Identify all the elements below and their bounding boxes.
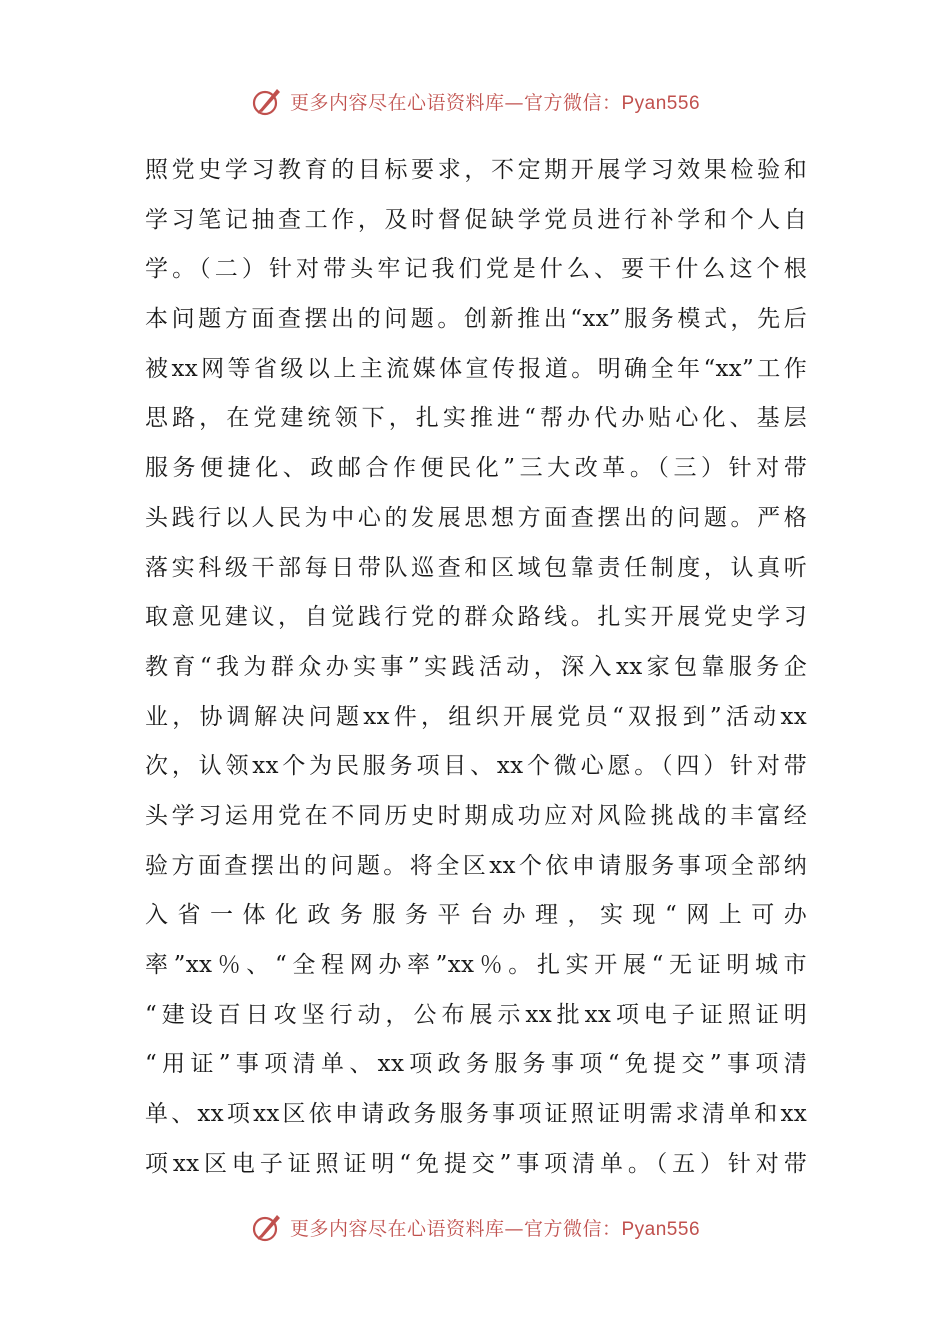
text-line: 取意见建议，自觉践行党的群众路线。扎实开展党史学习	[145, 604, 807, 631]
text-line: 本问题方面查摆出的问题。创新推出“xx”服务模式，先后	[145, 306, 807, 333]
watermark-text	[290, 1214, 700, 1241]
text-line: 学习笔记抽查工作，及时督促缺学党员进行补学和个人自	[145, 206, 807, 233]
watermark-text	[290, 88, 700, 115]
text-line: 业，协调解决问题xx件，组织开展党员“双报到”活动xx	[145, 703, 807, 730]
text-line: 思路，在党建统领下，扎实推进“帮办代办贴心化、基层	[145, 405, 807, 432]
quill-pen-logo-icon	[250, 84, 284, 118]
watermark-label: 更多内容尽在心语资料库—官方微信：	[289, 91, 622, 114]
watermark-label: 更多内容尽在心语资料库—官方微信：	[289, 1217, 622, 1240]
watermark-footer	[0, 1210, 950, 1244]
text-line: “建设百日攻坚行动，公布展示xx批xx项电子证照证明	[145, 1001, 807, 1028]
text-line: 单、xx项xx区依申请政务服务事项证照证明需求清单和xx	[145, 1101, 807, 1128]
text-line: “用证”事项清单、xx项政务服务事项“免提交”事项清	[145, 1051, 807, 1078]
text-line: 落实科级干部每日带队巡查和区域包靠责任制度，认真听	[145, 554, 807, 581]
text-line: 头学习运用党在不同历史时期成功应对风险挑战的丰富经	[145, 802, 807, 829]
text-line: 次，认领xx个为民服务项目、xx个微心愿。（四）针对带	[145, 753, 807, 780]
document-body	[145, 146, 807, 1189]
text-line: 被xx网等省级以上主流媒体宣传报道。明确全年“xx”工作	[145, 355, 807, 382]
quill-pen-logo-icon	[250, 1210, 284, 1244]
text-line: 教育“我为群众办实事”实践活动，深入xx家包靠服务企	[145, 653, 807, 680]
watermark-id: Pyan556	[621, 92, 701, 114]
text-line: 照党史学习教育的目标要求，不定期开展学习效果检验和	[145, 157, 807, 183]
watermark-id: Pyan556	[621, 1218, 701, 1240]
text-line: 服务便捷化、政邮合作便民化”三大改革。（三）针对带	[145, 455, 807, 482]
text-line: 项xx区电子证照证明“免提交”事项清单。（五）针对带	[145, 1150, 807, 1177]
text-line: 头践行以人民为中心的发展思想方面查摆出的问题。严格	[145, 504, 807, 531]
text-line: 验方面查摆出的问题。将全区xx个依申请服务事项全部纳	[145, 852, 807, 879]
watermark-header	[0, 84, 950, 118]
text-line: 学。（二）针对带头牢记我们党是什么、要干什么这个根	[145, 256, 807, 283]
text-line: 入省一体化政务服务平台办理，实现“网上可办	[145, 902, 807, 929]
text-line: 率”xx％、“全程网办率”xx％。扎实开展“无证明城市	[145, 952, 807, 978]
